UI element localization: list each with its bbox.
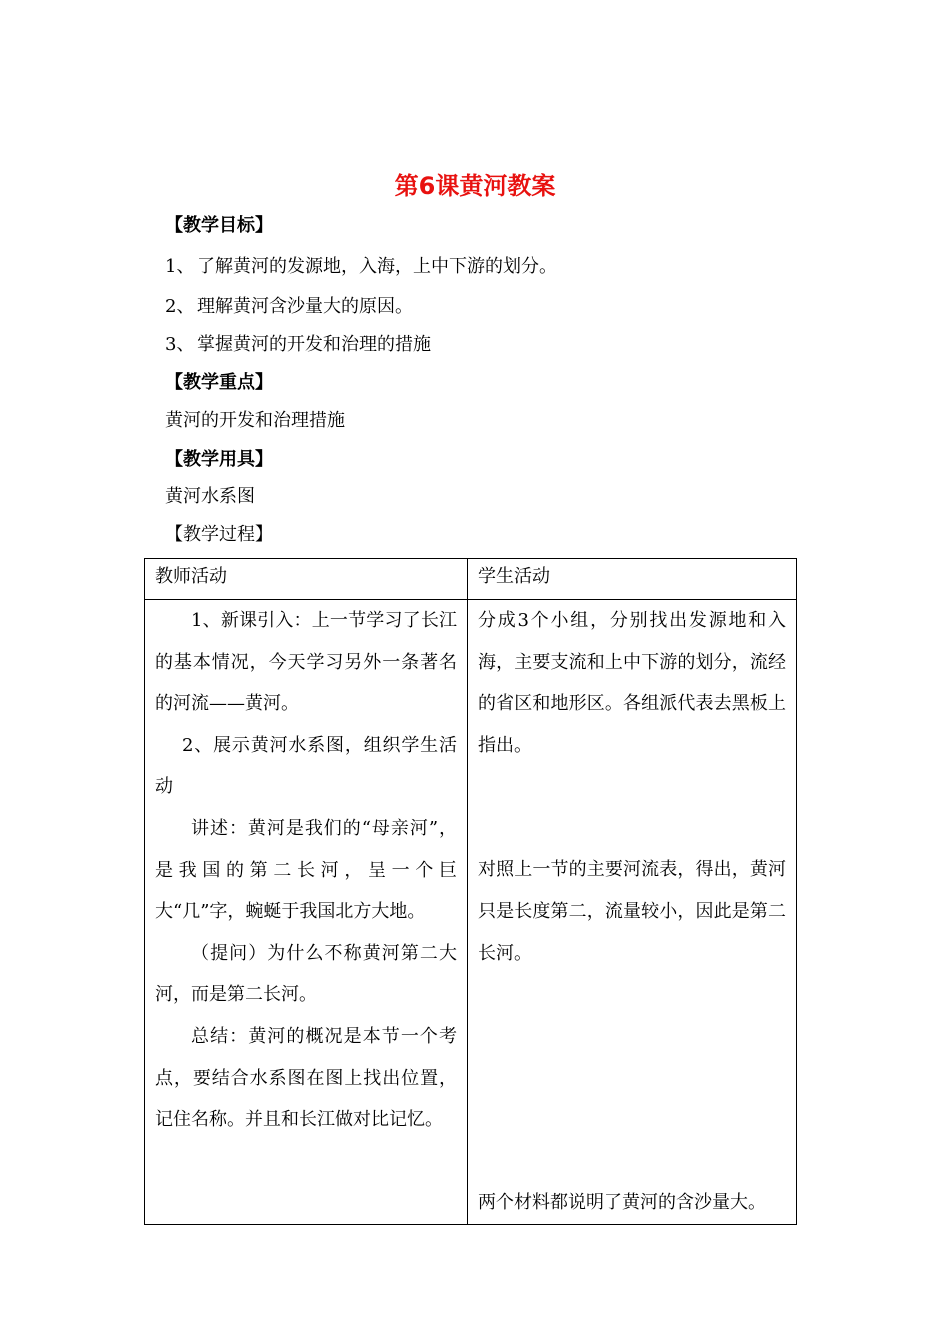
objective-item-1 xyxy=(165,255,557,279)
teacher-paragraph: 2、展示黄河水系图，组织学生活动 xyxy=(155,734,457,798)
teacher-paragraph: （提问）为什么不称黄河第二大河，而是第二长河。 xyxy=(155,942,457,1006)
header-teacher-activity: 教师活动 xyxy=(145,559,468,600)
objective-item-2 xyxy=(165,295,413,319)
teacher-paragraph: 1、新课引入：上一节学习了长江的基本情况，今天学习另外一条著名的河流——黄河。 xyxy=(155,610,457,715)
objective-item-3 xyxy=(165,333,431,357)
student-paragraph: 两个材料都说明了黄河的含沙量大。 xyxy=(478,1192,766,1214)
process-heading: 【教学过程】 xyxy=(165,524,273,545)
table-row xyxy=(145,600,797,1225)
objectives-heading: 【教学目标】 xyxy=(165,215,273,236)
objective-text: 掌握黄河的开发和治理的措施 xyxy=(197,334,431,355)
focus-heading: 【教学重点】 xyxy=(165,372,273,393)
table-header-row xyxy=(145,559,797,600)
objective-text: 了解黄河的发源地，入海，上中下游的划分。 xyxy=(197,256,557,277)
page-title: 第6课黄河教案 xyxy=(394,172,556,200)
tools-text: 黄河水系图 xyxy=(165,486,255,507)
objective-text: 理解黄河含沙量大的原因。 xyxy=(197,296,413,317)
tools-heading: 【教学用具】 xyxy=(165,449,273,470)
objective-number: 1、 xyxy=(165,256,195,277)
objective-number: 2、 xyxy=(165,296,195,317)
student-paragraph: 分成3个小组，分别找出发源地和入海，主要支流和上中下游的划分，流经的省区和地形区。各组派代表去黑板上指出。 xyxy=(478,610,786,756)
spacer xyxy=(478,974,786,1182)
teaching-process-table xyxy=(144,558,797,1225)
student-paragraph: 对照上一节的主要河流表，得出，黄河只是长度第二，流量较小，因此是第二长河。 xyxy=(478,859,786,964)
teacher-paragraph: 讲述：黄河是我们的“母亲河”，是我国的第二长河，呈一个巨大“几”字，蜿蜒于我国北方大地。 xyxy=(155,817,457,923)
spacer xyxy=(478,766,786,849)
focus-text: 黄河的开发和治理措施 xyxy=(165,410,345,431)
teacher-activity-cell xyxy=(145,600,468,1225)
teacher-paragraph: 总结：黄河的概况是本节一个考点，要结合水系图在图上找出位置，记住名称。并且和长江做对比记忆。 xyxy=(155,1025,457,1131)
header-student-activity: 学生活动 xyxy=(468,559,797,600)
student-activity-cell xyxy=(468,600,797,1225)
objective-number: 3、 xyxy=(165,334,195,355)
